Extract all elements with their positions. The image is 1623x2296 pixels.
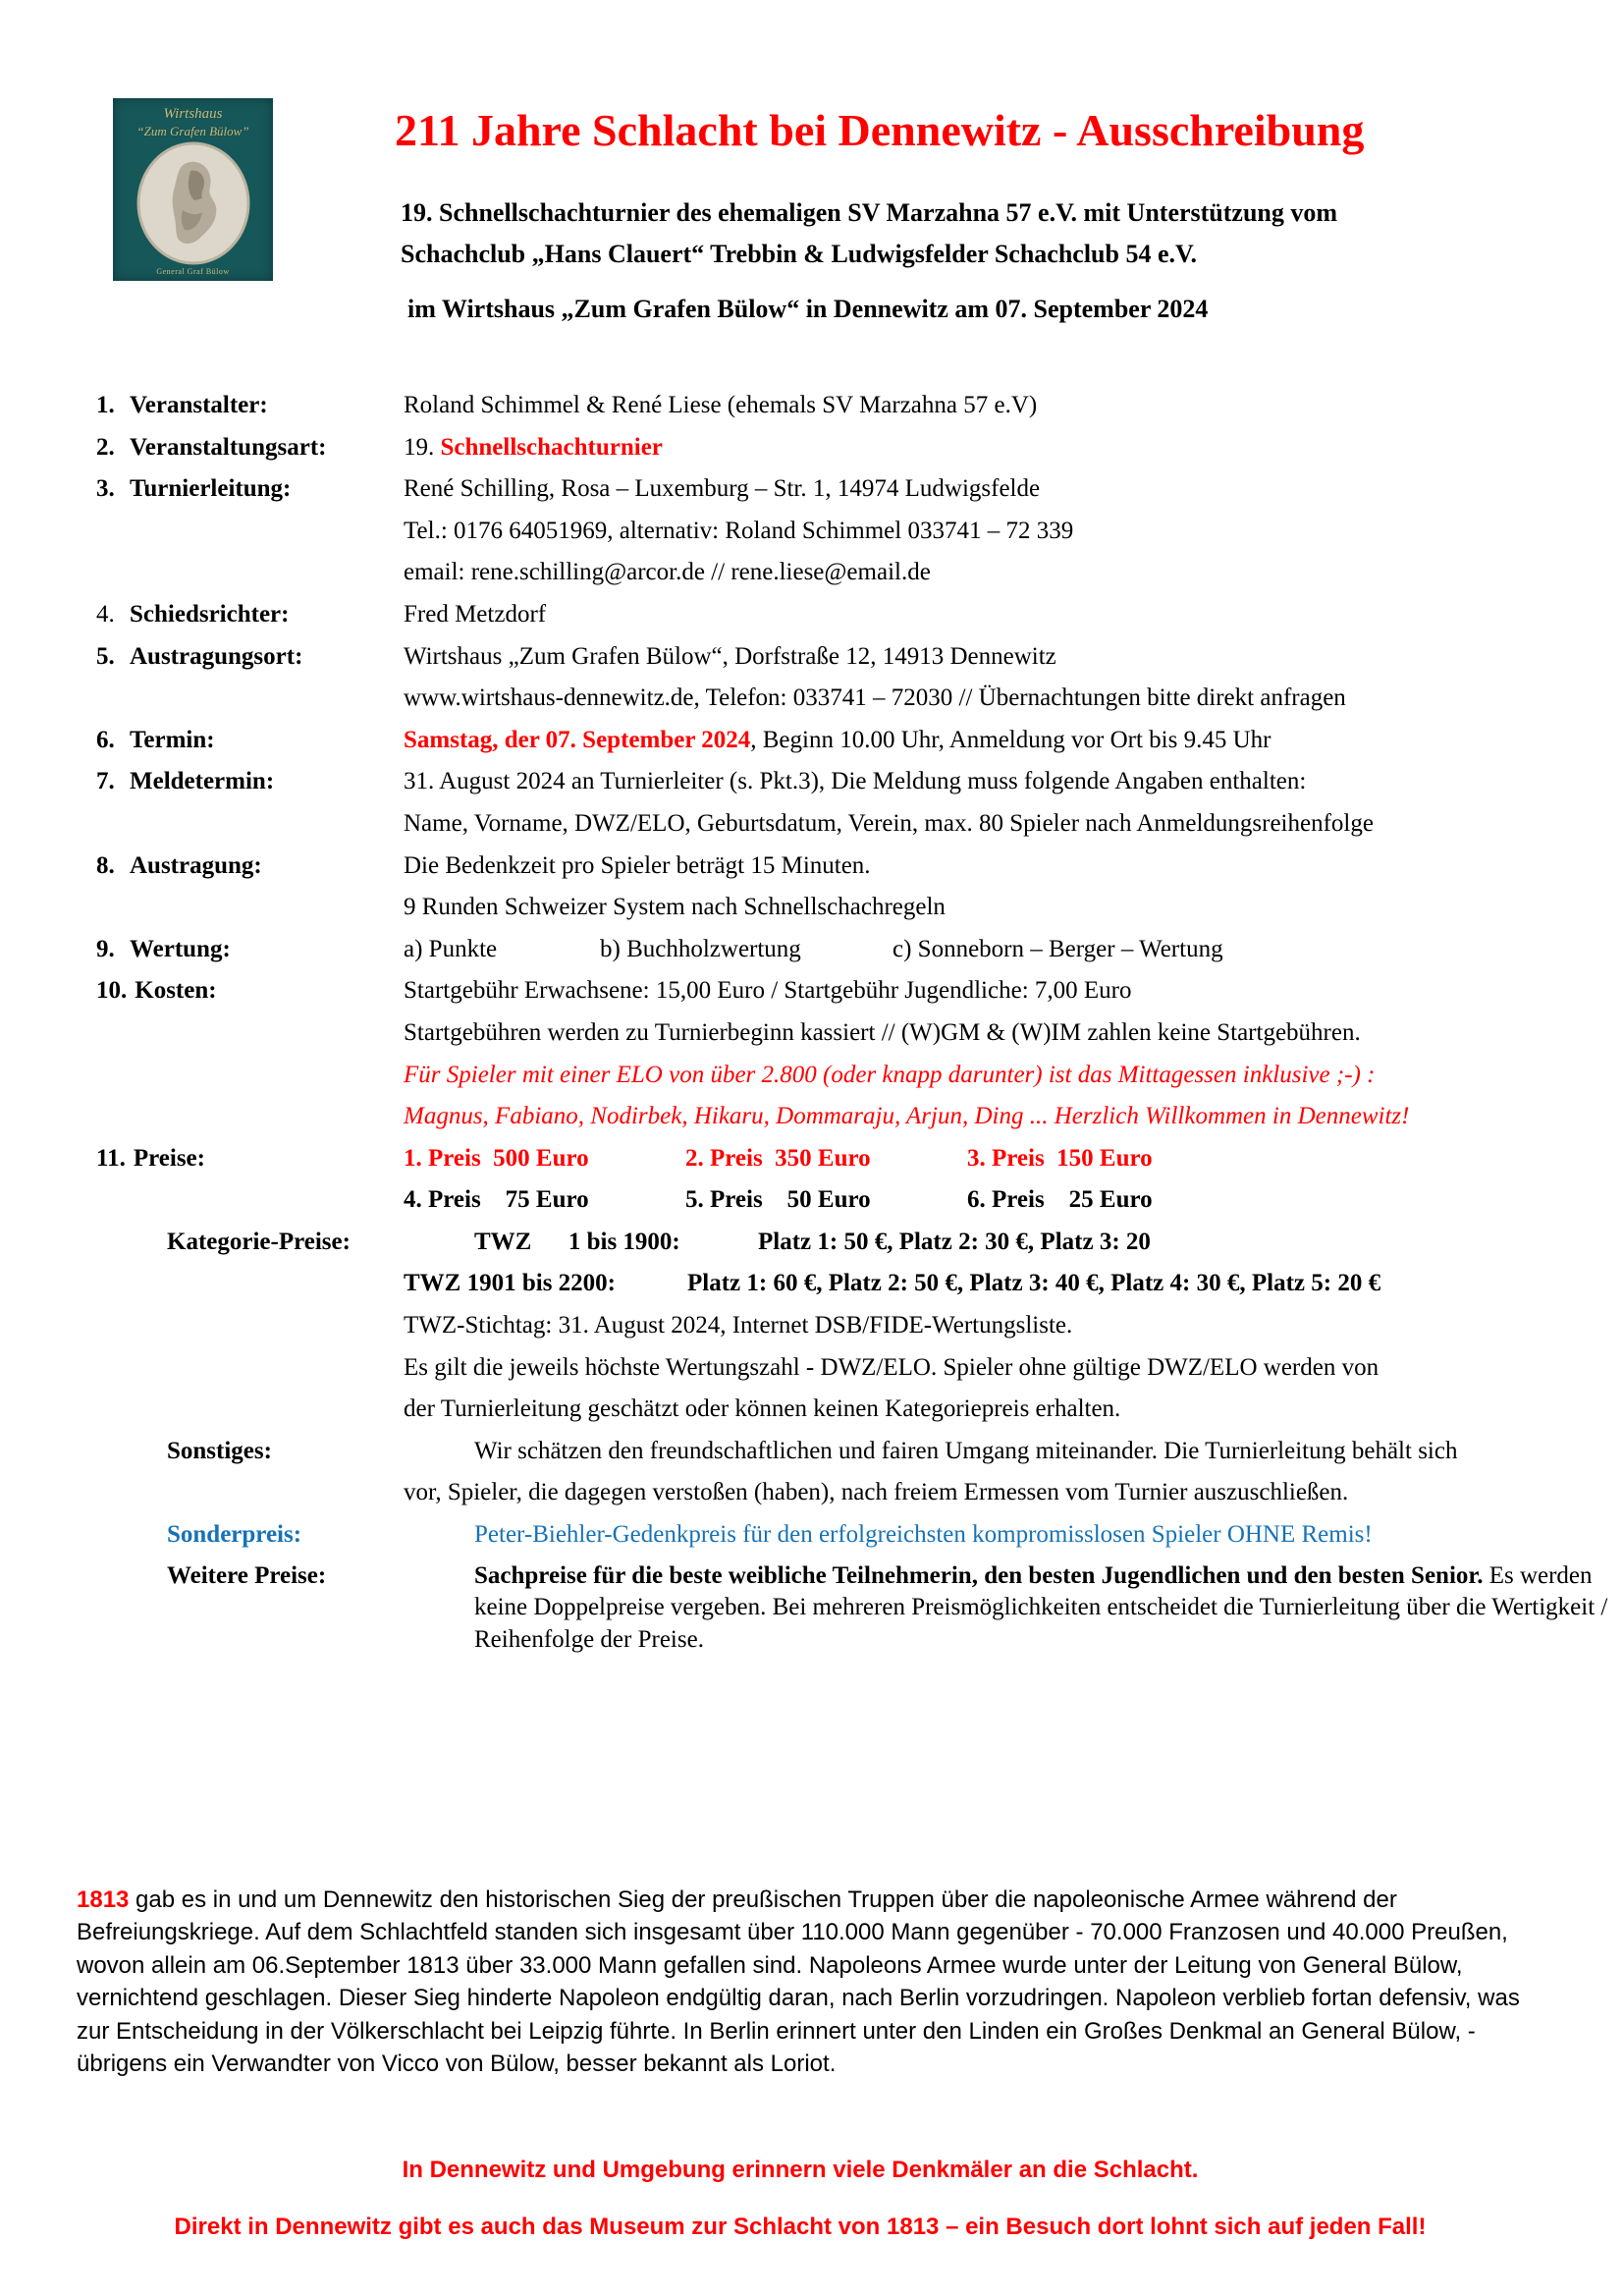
- list-item-8: [96, 846, 1621, 888]
- item-number: 9.: [96, 935, 115, 962]
- list-item-3: [96, 468, 1621, 511]
- item-number: 2.: [96, 433, 115, 461]
- item-content: Die Bedenkzeit pro Spieler beträgt 15 Minuten.: [404, 851, 871, 879]
- buelow-medallion-icon: [135, 141, 251, 265]
- item-label: Austragungsort:: [130, 642, 303, 670]
- venue-line: im Wirtshaus „Zum Grafen Bülow“ in Dennewitz am 07. September 2024: [407, 295, 1209, 323]
- logo-caption: General Graf Bülow: [156, 267, 230, 276]
- kategorie-row-2: [96, 1263, 1621, 1305]
- weitere-preise-label: Weitere Preise:: [167, 1561, 327, 1589]
- prize-5: 5. Preis 50 Euro: [685, 1186, 871, 1214]
- grandmaster-note: Magnus, Fabiano, Nodirbek, Hikaru, Dommaraju, Arjun, Ding ... Herzlich Willkommen in Dennewitz!: [404, 1103, 1410, 1130]
- list-item-5: [96, 636, 1621, 679]
- item-content: Name, Vorname, DWZ/ELO, Geburtsdatum, Verein, max. 80 Spieler nach Anmeldungsreihenfolge: [404, 809, 1374, 837]
- item-number: 8.: [96, 851, 115, 879]
- stichtag-line: TWZ-Stichtag: 31. August 2024, Internet DSB/FIDE-Wertungsliste.: [404, 1312, 1073, 1339]
- list-item-6: [96, 720, 1621, 762]
- item-number: 5.: [96, 642, 115, 670]
- page-title: 211 Jahre Schlacht bei Dennewitz - Ausschreibung: [395, 105, 1365, 155]
- list-item-5-cont: [96, 678, 1621, 720]
- rating-note-2: der Turnierleitung geschätzt oder können keinen Kategoriepreis erhalten.: [404, 1395, 1121, 1423]
- list-item-2: [96, 427, 1621, 469]
- kategorie-note2: [96, 1389, 1621, 1431]
- item-label: Veranstalter:: [130, 392, 268, 418]
- logo-text: [136, 106, 248, 139]
- item-label: Turnierleitung:: [130, 475, 292, 503]
- scoring-c: c) Sonneborn – Berger – Wertung: [893, 935, 1223, 962]
- item-number: 4.: [96, 600, 115, 628]
- item-number: 10.: [96, 977, 128, 1005]
- prize-2: 2. Preis 350 Euro: [685, 1144, 871, 1172]
- twz-prizes-1: Platz 1: 50 €, Platz 2: 30 €, Platz 3: 20: [758, 1228, 1151, 1255]
- item-content: Wirtshaus „Zum Grafen Bülow“, Dorfstraße 12, 14913 Dennewitz: [404, 642, 1056, 670]
- sonstiges-line-2: vor, Spieler, die dagegen verstoßen (haben), nach freiem Ermessen vom Turnier auszuschließen.: [404, 1479, 1349, 1506]
- history-paragraph: [77, 1884, 1549, 2080]
- item-label: Preise:: [133, 1144, 205, 1172]
- elo-note: Für Spieler mit einer ELO von über 2.800 (oder knapp darunter) ist das Mittagessen inklusive ;-) :: [404, 1061, 1376, 1088]
- prize-row-2: [404, 1179, 1153, 1222]
- sonderpreis-row: [96, 1514, 1621, 1557]
- sonderpreis-text: Peter-Biehler-Gedenkpreis für den erfolgreichsten kompromisslosen Spieler OHNE Remis!: [474, 1521, 1373, 1549]
- logo-text-line1: Wirtshaus: [163, 106, 223, 122]
- email-line: email: rene.schilling@arcor.de // rene.liese@email.de: [404, 559, 931, 586]
- kategorie-row-1: [96, 1222, 1621, 1264]
- twz-prizes-2: Platz 1: 60 €, Platz 2: 50 €, Platz 3: 40 €, Platz 4: 30 €, Platz 5: 20 €: [687, 1270, 1381, 1297]
- kategorie-label: Kategorie-Preise:: [167, 1228, 351, 1255]
- twz-range-2: TWZ 1901 bis 2200:: [404, 1270, 617, 1297]
- item-label: Meldetermin:: [130, 768, 275, 795]
- footer-line-2: Direkt in Dennewitz gibt es auch das Museum zur Schlacht von 1813 – ein Besuch dort lohnt sich auf jeden Fall!: [174, 2214, 1427, 2240]
- sonstiges-line-1: Wir schätzen den freundschaftlichen und fairen Umgang miteinander. Die Turnierleitung behält sich: [474, 1437, 1458, 1464]
- item-number: 1.: [96, 392, 115, 418]
- list-item-3-cont2: [96, 552, 1621, 594]
- item-content: Roland Schimmel & René Liese (ehemals SV Marzahna 57 e.V): [404, 392, 1038, 418]
- prize-row-1: [404, 1138, 1153, 1180]
- list-item-10: [96, 970, 1621, 1012]
- item-content: Startgebühren werden zu Turnierbeginn kassiert // (W)GM & (W)IM zahlen keine Startgebühren.: [404, 1018, 1361, 1046]
- sonstiges-label: Sonstiges:: [167, 1437, 272, 1464]
- scoring-a: a) Punkte: [404, 935, 498, 962]
- item-label: Kosten:: [135, 977, 217, 1005]
- list-item-1: [96, 385, 1621, 427]
- tournament-type-highlight: Schnellschachturnier: [440, 433, 663, 461]
- prize-4: 4. Preis 75 Euro: [404, 1186, 589, 1214]
- item-label: Wertung:: [130, 935, 231, 962]
- item-content: 19. Schnellschachturnier: [404, 433, 663, 461]
- item-content: René Schilling, Rosa – Luxemburg – Str. 1, 14974 Ludwigsfelde: [404, 475, 1041, 503]
- kategorie-note1: [96, 1347, 1621, 1390]
- list-item-7-cont: [96, 803, 1621, 846]
- website-line: www.wirtshaus-dennewitz.de, Telefon: 033741 – 72030 // Übernachtungen bitte direkt anfragen: [404, 684, 1346, 712]
- list-item-3-cont: [96, 511, 1621, 553]
- subtitle-line2: Schachclub „Hans Clauert“ Trebbin & Ludwigsfelder Schachclub 54 e.V.: [401, 240, 1197, 268]
- prize-6: 6. Preis 25 Euro: [967, 1186, 1153, 1214]
- twz-range-1: TWZ 1 bis 1900:: [474, 1228, 680, 1255]
- item-content: [404, 929, 1223, 971]
- prize-1: 1. Preis 500 Euro: [404, 1144, 589, 1172]
- list-item-8-cont: [96, 887, 1621, 929]
- weitere-preise-row: [96, 1560, 1621, 1657]
- item-label: Veranstaltungsart:: [130, 433, 327, 461]
- item-number: 3.: [96, 475, 115, 503]
- item-label: Schiedsrichter:: [130, 600, 290, 628]
- list-item-10-note2: [96, 1096, 1621, 1138]
- item-content: 9 Runden Schweizer System nach Schnellschachregeln: [404, 894, 946, 921]
- item-label: Austragung:: [130, 851, 262, 879]
- weitere-preise-text: Sachpreise für die beste weibliche Teilnehmerin, den besten Jugendlichen und den besten Senior. Es werden keine Doppelpreise vergeben. Bei mehreren Preismöglichkeiten entscheidet die Turnierleitung über die Wertigkeit / Reihenfolge der Preise.: [474, 1561, 1608, 1653]
- kategorie-stichtag: [96, 1305, 1621, 1347]
- sonstiges-row-1: [96, 1431, 1621, 1473]
- list-item-11-cont: [96, 1179, 1621, 1222]
- event-date-highlight: Samstag, der 07. September 2024: [404, 726, 751, 753]
- rating-note-1: Es gilt die jeweils höchste Wertungszahl - DWZ/ELO. Spieler ohne gültige DWZ/ELO werden von: [404, 1353, 1380, 1381]
- announcement-list: [96, 385, 1621, 1656]
- list-item-4: [96, 594, 1621, 636]
- item-number: 6.: [96, 726, 115, 753]
- item-number: 11.: [96, 1144, 126, 1172]
- subtitle-line1: 19. Schnellschachturnier des ehemaligen SV Marzahna 57 e.V. mit Unterstützung vom: [401, 198, 1338, 227]
- item-content: Samstag, der 07. September 2024, Beginn 10.00 Uhr, Anmeldung vor Ort bis 9.45 Uhr: [404, 726, 1271, 753]
- item-number: 7.: [96, 768, 115, 795]
- subtitle: [401, 192, 1481, 275]
- history-year-highlight: 1813: [77, 1886, 130, 1913]
- item-label: Termin:: [130, 726, 215, 753]
- logo-text-line2: “Zum Grafen Bülow”: [136, 124, 249, 138]
- list-item-9: [96, 929, 1621, 971]
- footer-line-1: In Dennewitz und Umgebung erinnern viele Denkmäler an die Schlacht.: [402, 2157, 1199, 2183]
- item-content: Tel.: 0176 64051969, alternativ: Roland Schimmel 033741 – 72 339: [404, 517, 1074, 544]
- scoring-b: b) Buchholzwertung: [600, 935, 801, 962]
- item-content: Startgebühr Erwachsene: 15,00 Euro / Startgebühr Jugendliche: 7,00 Euro: [404, 977, 1132, 1005]
- list-item-10-note1: [96, 1055, 1621, 1097]
- sonstiges-row-2: [96, 1472, 1621, 1514]
- history-text: gab es in und um Dennewitz den historischen Sieg der preußischen Truppen über die napoleonische Armee während der Befreiungskriege. Auf dem Schlachtfeld standen sich insgesamt über 110.000 Mann gegenüber - 70.000 Franzosen und 40.000 Preußen, wovon allein am 06.September 1813 über 33.000 Mann gefallen sind. Napoleons Armee wurde unter der Leitung von General Bülow, vernichtend geschlagen. Dieser Sieg hinderte Napoleon endgültig daran, nach Berlin vorzudringen. Napoleon verblieb fortan defensiv, was zur Entscheidung in der Völkerschlacht bei Leipzig führte. In Berlin erinnert unter den Linden ein Großes Denkmal an General Bülow, - übrigens ein Verwandter von Vicco von Bülow, besser bekannt als Loriot.: [77, 1886, 1520, 2078]
- wirtshaus-logo: [113, 98, 273, 281]
- item-content: 31. August 2024 an Turnierleiter (s. Pkt.3), Die Meldung muss folgende Angaben enthalten:: [404, 768, 1307, 795]
- item-content: Fred Metzdorf: [404, 600, 547, 628]
- list-item-10-cont: [96, 1012, 1621, 1055]
- prize-3: 3. Preis 150 Euro: [967, 1144, 1153, 1172]
- sonderpreis-label: Sonderpreis:: [167, 1521, 302, 1549]
- list-item-7: [96, 761, 1621, 803]
- list-item-11: [96, 1138, 1621, 1180]
